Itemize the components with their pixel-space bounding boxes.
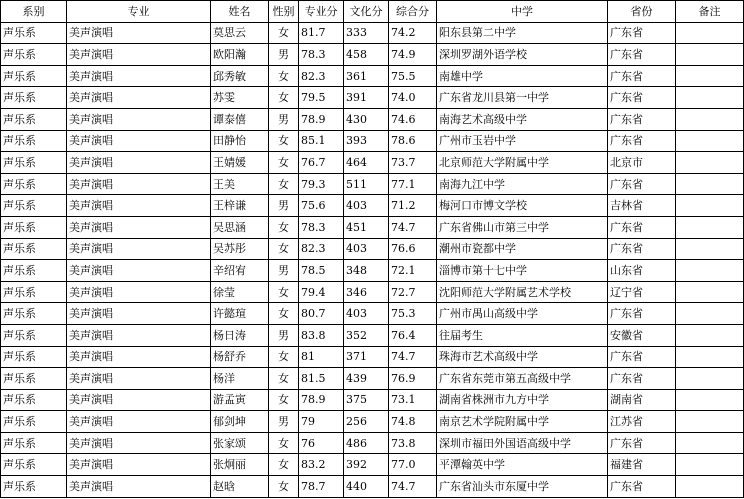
cell-major: 美声演唱: [67, 22, 211, 44]
cell-major-score: 76: [299, 432, 344, 454]
cell-department: 声乐系: [1, 389, 67, 411]
cell-department: 声乐系: [1, 130, 67, 152]
cell-department: 声乐系: [1, 108, 67, 130]
cell-total-score: 74.6: [389, 108, 437, 130]
cell-remarks: [676, 173, 744, 195]
cell-remarks: [676, 238, 744, 260]
cell-school: 南海艺术高级中学: [437, 108, 608, 130]
cell-culture-score: 393: [344, 130, 389, 152]
table-row: [1, 195, 744, 217]
cell-department: 声乐系: [1, 476, 67, 498]
table-row: [1, 411, 744, 433]
cell-gender: 男: [269, 324, 299, 346]
cell-gender: 男: [269, 411, 299, 433]
cell-department: 声乐系: [1, 195, 67, 217]
cell-name: 徐莹: [211, 281, 269, 303]
cell-major-score: 78.3: [299, 44, 344, 66]
cell-culture-score: 464: [344, 152, 389, 174]
cell-total-score: 77.0: [389, 454, 437, 476]
cell-department: 声乐系: [1, 411, 67, 433]
cell-total-score: 74.8: [389, 411, 437, 433]
header-major: 专业: [67, 1, 211, 23]
cell-department: 声乐系: [1, 173, 67, 195]
cell-major-score: 78.5: [299, 260, 344, 282]
cell-province: 广东省: [608, 87, 676, 109]
header-gender: 性别: [269, 1, 299, 23]
cell-school: 广州市玉岩中学: [437, 130, 608, 152]
cell-major: 美声演唱: [67, 324, 211, 346]
cell-major-score: 82.3: [299, 238, 344, 260]
cell-culture-score: 391: [344, 87, 389, 109]
cell-gender: 女: [269, 476, 299, 498]
cell-gender: 女: [269, 368, 299, 390]
cell-name: 张家颂: [211, 432, 269, 454]
cell-gender: 女: [269, 454, 299, 476]
cell-school: 广东省汕头市东厦中学: [437, 476, 608, 498]
cell-school: 广东省龙川县第一中学: [437, 87, 608, 109]
cell-total-score: 78.6: [389, 130, 437, 152]
cell-major: 美声演唱: [67, 216, 211, 238]
cell-school: 沈阳师范大学附属艺术学校: [437, 281, 608, 303]
cell-culture-score: 392: [344, 454, 389, 476]
cell-total-score: 73.8: [389, 432, 437, 454]
cell-department: 声乐系: [1, 22, 67, 44]
cell-culture-score: 352: [344, 324, 389, 346]
cell-school: 湖南省株洲市九方中学: [437, 389, 608, 411]
cell-school: 阳东县第二中学: [437, 22, 608, 44]
cell-school: 北京师范大学附属中学: [437, 152, 608, 174]
cell-total-score: 74.2: [389, 22, 437, 44]
cell-remarks: [676, 22, 744, 44]
cell-remarks: [676, 216, 744, 238]
cell-total-score: 71.2: [389, 195, 437, 217]
cell-major-score: 83.2: [299, 454, 344, 476]
cell-remarks: [676, 454, 744, 476]
cell-culture-score: 486: [344, 432, 389, 454]
cell-remarks: [676, 346, 744, 368]
cell-name: 张炯丽: [211, 454, 269, 476]
cell-school: 平潭翰英中学: [437, 454, 608, 476]
cell-remarks: [676, 281, 744, 303]
cell-department: 声乐系: [1, 238, 67, 260]
cell-school: 南海九江中学: [437, 173, 608, 195]
header-school: 中学: [437, 1, 608, 23]
cell-major: 美声演唱: [67, 411, 211, 433]
cell-major: 美声演唱: [67, 454, 211, 476]
cell-department: 声乐系: [1, 432, 67, 454]
cell-major-score: 79.5: [299, 87, 344, 109]
cell-major-score: 81: [299, 346, 344, 368]
cell-culture-score: 451: [344, 216, 389, 238]
cell-culture-score: 439: [344, 368, 389, 390]
cell-remarks: [676, 476, 744, 498]
cell-major: 美声演唱: [67, 130, 211, 152]
cell-major: 美声演唱: [67, 281, 211, 303]
cell-major: 美声演唱: [67, 173, 211, 195]
table-row: [1, 432, 744, 454]
cell-name: 吴苏彤: [211, 238, 269, 260]
cell-province: 广东省: [608, 65, 676, 87]
cell-major-score: 78.9: [299, 389, 344, 411]
cell-culture-score: 333: [344, 22, 389, 44]
cell-total-score: 75.3: [389, 303, 437, 325]
cell-gender: 女: [269, 238, 299, 260]
table-row: [1, 389, 744, 411]
cell-name: 游孟寅: [211, 389, 269, 411]
cell-department: 声乐系: [1, 368, 67, 390]
cell-total-score: 73.1: [389, 389, 437, 411]
cell-gender: 女: [269, 130, 299, 152]
cell-province: 湖南省: [608, 389, 676, 411]
cell-department: 声乐系: [1, 260, 67, 282]
cell-culture-score: 371: [344, 346, 389, 368]
cell-major: 美声演唱: [67, 152, 211, 174]
cell-major-score: 82.3: [299, 65, 344, 87]
table-row: [1, 454, 744, 476]
cell-remarks: [676, 411, 744, 433]
cell-province: 广东省: [608, 216, 676, 238]
cell-major: 美声演唱: [67, 368, 211, 390]
cell-total-score: 74.7: [389, 476, 437, 498]
cell-name: 田静怡: [211, 130, 269, 152]
table-row: [1, 368, 744, 390]
header-province: 省份: [608, 1, 676, 23]
cell-culture-score: 403: [344, 303, 389, 325]
table-row: [1, 303, 744, 325]
cell-remarks: [676, 389, 744, 411]
cell-department: 声乐系: [1, 216, 67, 238]
cell-province: 广东省: [608, 303, 676, 325]
cell-school: 往届考生: [437, 324, 608, 346]
table-row: [1, 216, 744, 238]
table-body: [1, 22, 744, 497]
cell-total-score: 73.7: [389, 152, 437, 174]
cell-province: 广东省: [608, 238, 676, 260]
table-row: [1, 152, 744, 174]
cell-culture-score: 403: [344, 238, 389, 260]
cell-remarks: [676, 195, 744, 217]
cell-remarks: [676, 303, 744, 325]
cell-province: 广东省: [608, 173, 676, 195]
cell-name: 赵晗: [211, 476, 269, 498]
cell-major-score: 75.6: [299, 195, 344, 217]
cell-name: 莫思云: [211, 22, 269, 44]
cell-major: 美声演唱: [67, 346, 211, 368]
cell-culture-score: 403: [344, 195, 389, 217]
cell-major-score: 80.7: [299, 303, 344, 325]
cell-department: 声乐系: [1, 303, 67, 325]
cell-total-score: 77.1: [389, 173, 437, 195]
cell-gender: 女: [269, 173, 299, 195]
cell-school: 广东省佛山市第三中学: [437, 216, 608, 238]
cell-name: 杨日涛: [211, 324, 269, 346]
table-row: [1, 281, 744, 303]
cell-major: 美声演唱: [67, 303, 211, 325]
cell-province: 福建省: [608, 454, 676, 476]
cell-name: 邱秀敏: [211, 65, 269, 87]
cell-school: 深圳罗湖外语学校: [437, 44, 608, 66]
cell-total-score: 72.7: [389, 281, 437, 303]
table-row: [1, 238, 744, 260]
cell-department: 声乐系: [1, 87, 67, 109]
cell-remarks: [676, 152, 744, 174]
cell-province: 广东省: [608, 22, 676, 44]
cell-department: 声乐系: [1, 65, 67, 87]
cell-name: 欧阳瀚: [211, 44, 269, 66]
cell-school: 南京艺术学院附属中学: [437, 411, 608, 433]
table-row: [1, 260, 744, 282]
cell-major-score: 79.3: [299, 173, 344, 195]
cell-total-score: 74.7: [389, 346, 437, 368]
table-row: [1, 130, 744, 152]
cell-major-score: 79: [299, 411, 344, 433]
cell-culture-score: 430: [344, 108, 389, 130]
cell-name: 王梓谦: [211, 195, 269, 217]
cell-gender: 女: [269, 152, 299, 174]
cell-total-score: 74.0: [389, 87, 437, 109]
cell-major: 美声演唱: [67, 44, 211, 66]
header-total-score: 综合分: [389, 1, 437, 23]
cell-major: 美声演唱: [67, 108, 211, 130]
cell-gender: 男: [269, 195, 299, 217]
header-major-score: 专业分: [299, 1, 344, 23]
header-name: 姓名: [211, 1, 269, 23]
cell-province: 广东省: [608, 368, 676, 390]
cell-school: 珠海市艺术高级中学: [437, 346, 608, 368]
cell-remarks: [676, 108, 744, 130]
cell-major: 美声演唱: [67, 389, 211, 411]
cell-culture-score: 440: [344, 476, 389, 498]
cell-name: 苏雯: [211, 87, 269, 109]
header-department: 系别: [1, 1, 67, 23]
cell-remarks: [676, 324, 744, 346]
cell-school: 深圳市福田外国语高级中学: [437, 432, 608, 454]
cell-gender: 女: [269, 65, 299, 87]
header-remarks: 备注: [676, 1, 744, 23]
cell-remarks: [676, 87, 744, 109]
cell-name: 王美: [211, 173, 269, 195]
table-row: [1, 324, 744, 346]
cell-province: 安徽省: [608, 324, 676, 346]
cell-name: 许懿瑄: [211, 303, 269, 325]
cell-major-score: 78.9: [299, 108, 344, 130]
cell-gender: 男: [269, 44, 299, 66]
cell-total-score: 76.4: [389, 324, 437, 346]
cell-name: 杨舒乔: [211, 346, 269, 368]
cell-total-score: 76.9: [389, 368, 437, 390]
cell-major-score: 79.4: [299, 281, 344, 303]
cell-department: 声乐系: [1, 44, 67, 66]
cell-province: 江苏省: [608, 411, 676, 433]
cell-name: 吴思涵: [211, 216, 269, 238]
cell-culture-score: 346: [344, 281, 389, 303]
cell-province: 广东省: [608, 44, 676, 66]
cell-school: 梅河口市博文学校: [437, 195, 608, 217]
table-row: [1, 476, 744, 498]
cell-gender: 女: [269, 281, 299, 303]
cell-province: 广东省: [608, 130, 676, 152]
cell-gender: 女: [269, 22, 299, 44]
cell-major: 美声演唱: [67, 238, 211, 260]
cell-major-score: 81.7: [299, 22, 344, 44]
cell-major: 美声演唱: [67, 195, 211, 217]
cell-major-score: 78.3: [299, 216, 344, 238]
cell-culture-score: 348: [344, 260, 389, 282]
cell-school: 广东省东莞市第五高级中学: [437, 368, 608, 390]
cell-province: 山东省: [608, 260, 676, 282]
cell-culture-score: 511: [344, 173, 389, 195]
cell-department: 声乐系: [1, 324, 67, 346]
cell-total-score: 74.7: [389, 216, 437, 238]
cell-gender: 女: [269, 346, 299, 368]
cell-total-score: 75.5: [389, 65, 437, 87]
cell-name: 郁剑坤: [211, 411, 269, 433]
cell-gender: 男: [269, 108, 299, 130]
cell-culture-score: 375: [344, 389, 389, 411]
cell-major-score: 81.5: [299, 368, 344, 390]
cell-remarks: [676, 65, 744, 87]
cell-department: 声乐系: [1, 281, 67, 303]
cell-school: 潮州市瓷都中学: [437, 238, 608, 260]
cell-remarks: [676, 44, 744, 66]
cell-department: 声乐系: [1, 346, 67, 368]
cell-remarks: [676, 432, 744, 454]
cell-province: 辽宁省: [608, 281, 676, 303]
cell-name: 杨洋: [211, 368, 269, 390]
cell-gender: 女: [269, 87, 299, 109]
cell-province: 北京市: [608, 152, 676, 174]
cell-name: 谭泰僖: [211, 108, 269, 130]
cell-total-score: 74.9: [389, 44, 437, 66]
cell-gender: 男: [269, 260, 299, 282]
cell-gender: 女: [269, 216, 299, 238]
cell-culture-score: 361: [344, 65, 389, 87]
cell-remarks: [676, 260, 744, 282]
cell-major-score: 85.1: [299, 130, 344, 152]
cell-major: 美声演唱: [67, 65, 211, 87]
cell-total-score: 76.6: [389, 238, 437, 260]
cell-remarks: [676, 368, 744, 390]
table-row: [1, 173, 744, 195]
cell-major-score: 83.8: [299, 324, 344, 346]
cell-school: 广州市禺山高级中学: [437, 303, 608, 325]
header-row: [1, 1, 744, 23]
table-row: [1, 44, 744, 66]
cell-province: 广东省: [608, 346, 676, 368]
cell-province: 吉林省: [608, 195, 676, 217]
cell-major-score: 78.7: [299, 476, 344, 498]
cell-school: 南雄中学: [437, 65, 608, 87]
cell-major: 美声演唱: [67, 476, 211, 498]
table-row: [1, 87, 744, 109]
cell-major: 美声演唱: [67, 87, 211, 109]
cell-name: 辛绍宥: [211, 260, 269, 282]
cell-culture-score: 458: [344, 44, 389, 66]
cell-major: 美声演唱: [67, 260, 211, 282]
cell-department: 声乐系: [1, 152, 67, 174]
cell-total-score: 72.1: [389, 260, 437, 282]
cell-culture-score: 256: [344, 411, 389, 433]
cell-gender: 女: [269, 389, 299, 411]
cell-school: 淄博市第十七中学: [437, 260, 608, 282]
cell-remarks: [676, 130, 744, 152]
table-row: [1, 65, 744, 87]
cell-province: 广东省: [608, 108, 676, 130]
table-row: [1, 22, 744, 44]
cell-major-score: 76.7: [299, 152, 344, 174]
cell-department: 声乐系: [1, 454, 67, 476]
cell-name: 王婧媛: [211, 152, 269, 174]
cell-province: 广东省: [608, 432, 676, 454]
cell-gender: 女: [269, 303, 299, 325]
cell-province: 广东省: [608, 476, 676, 498]
cell-major: 美声演唱: [67, 432, 211, 454]
cell-gender: 女: [269, 432, 299, 454]
table-row: [1, 346, 744, 368]
table-row: [1, 108, 744, 130]
header-culture-score: 文化分: [344, 1, 389, 23]
